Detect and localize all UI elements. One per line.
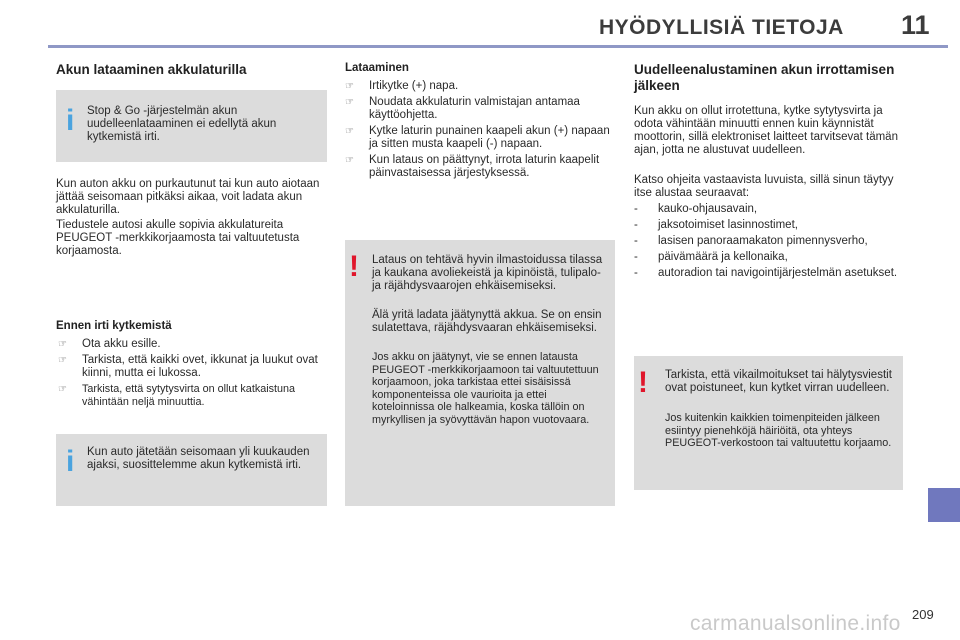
pointing-hand-icon: ☞ <box>58 355 67 366</box>
subheading-charging: Lataaminen <box>345 62 409 74</box>
warning-text-check: Tarkista, että vikailmoitukset tai hälytysviestit ovat poistuneet, kun kytket virran uudelleen. <box>665 369 892 394</box>
warning-box-reinit <box>634 356 903 490</box>
warning-icon: ! <box>638 366 648 399</box>
chapter-title: HYÖDYLLISIÄ TIETOJA <box>599 16 844 39</box>
warning-box-charging <box>345 240 615 506</box>
dash-marker: - <box>634 251 638 263</box>
paragraph-reinit: Kun akku on ollut irrotettuna, kytke sytytysvirta ja odota vähintään minuutti ennen kuin käynnistät moottorin, sillä elektroniset laitteet tarvitsevat tämän ajan, jotta ne alustuvat uudelleen. <box>634 105 898 156</box>
info-box-stop-go <box>56 90 327 162</box>
list-reinit-items <box>634 203 904 283</box>
info-icon: i <box>66 445 75 478</box>
pointing-hand-icon: ☞ <box>345 97 354 108</box>
list-item: ☞ Tarkista, että kaikki ovet, ikkunat ja luukut ovat kiinni, mutta ei lukossa. <box>58 354 318 379</box>
paragraph-chargers: Tiedustele autosi akulle sopivia akkulatureita PEUGEOT -merkkikorjaamosta tai valtuutetusta korjaamosta. <box>56 219 300 257</box>
pointing-hand-icon: ☞ <box>345 155 354 166</box>
info-box-text: Kun auto jätetään seisomaan yli kuukauden ajaksi, suosittelemme akun kytkemistä irti. <box>87 446 310 471</box>
list-item: - autoradion tai navigointijärjestelmän asetukset. <box>634 267 898 279</box>
list-item: - kauko-ohjausavain, <box>634 203 758 215</box>
pointing-hand-icon: ☞ <box>345 126 354 137</box>
list-item: ☞ Kun lataus on päättynyt, irrota laturin kaapelit päinvastaisessa järjestyksessä. <box>345 154 600 179</box>
list-charging-steps <box>345 80 615 183</box>
paragraph-intro: Kun auton akku on purkautunut tai kun auto aiotaan jättää seisomaan pitkäksi aikaa, voit ladata akun akkulaturilla. <box>56 178 320 216</box>
dash-marker: - <box>634 203 638 215</box>
section-heading-reinit: Uudelleenalustaminen akun irrottamisen jälkeen <box>634 62 895 93</box>
pointing-hand-icon: ☞ <box>345 81 354 92</box>
list-item: - jaksotoimiset lasinnostimet, <box>634 219 798 231</box>
info-icon: i <box>66 104 75 137</box>
list-before-disconnect <box>58 338 328 412</box>
dash-marker: - <box>634 267 638 279</box>
chapter-side-tab <box>928 488 960 522</box>
warning-text-inspection: Jos akku on jäätynyt, vie se ennen latausta PEUGEOT -merkkikorjaamoon tai valtuutettuun korjaamoon, joka tarkistaa ettei sisäisissä komponenteissa ole vaurioita ja ettei koteloinnissa ole halkeamia, koska tällöin on myrkyllisen ja syövyttävän hapon vuotovaara. <box>372 351 599 426</box>
list-item: - päivämäärä ja kellonaika, <box>634 251 788 263</box>
section-heading-charging: Akun lataaminen akkulaturilla <box>56 62 247 77</box>
subheading-before-disconnect: Ennen irti kytkemistä <box>56 320 172 332</box>
warning-text-ventilation: Lataus on tehtävä hyvin ilmastoidussa tilassa ja kaukana avoliekeistä ja kipinöistä, tulipalo- ja räjähdysvaarojen ehkäisemiseksi. <box>372 254 603 292</box>
header-rule <box>48 45 948 48</box>
info-box-long-storage <box>56 434 327 506</box>
info-box-text: Stop & Go -järjestelmän akun uudelleenlataaminen ei edellytä akun kytkemistä irti. <box>87 105 277 143</box>
watermark: carmanualsonline.info <box>690 612 901 635</box>
list-item: ☞ Irtikytke (+) napa. <box>345 80 459 92</box>
warning-text-contact: Jos kuitenkin kaikkien toimenpiteiden jälkeen esiintyy pienehköjä häiriöitä, ota yhteys PEUGEOT-verkostoon tai valtuutettu korjaamo. <box>665 412 892 449</box>
pointing-hand-icon: ☞ <box>58 384 67 395</box>
list-item: ☞ Noudata akkulaturin valmistajan antamaa käyttöohjetta. <box>345 96 580 121</box>
paragraph-reinit-list-intro: Katso ohjeita vastaavista luvuista, sillä sinun täytyy itse alustaa seuraavat: <box>634 174 894 199</box>
pointing-hand-icon: ☞ <box>58 339 67 350</box>
list-item: ☞ Tarkista, että sytytysvirta on ollut katkaistuna vähintään neljä minuuttia. <box>58 383 296 408</box>
list-item: ☞ Ota akku esille. <box>58 338 161 350</box>
warning-text-frozen: Älä yritä ladata jäätynyttä akkua. Se on ensin sulatettava, räjähdysvaaran ehkäisemiseksi. <box>372 309 602 334</box>
page-number: 209 <box>912 607 934 622</box>
dash-marker: - <box>634 219 638 231</box>
list-item: ☞ Kytke laturin punainen kaapeli akun (+) napaan ja sitten musta kaapeli (-) napaan. <box>345 125 610 150</box>
chapter-number: 11 <box>901 10 930 40</box>
warning-icon: ! <box>349 250 359 283</box>
dash-marker: - <box>634 235 638 247</box>
list-item: - lasisen panoraamakaton pimennysverho, <box>634 235 868 247</box>
